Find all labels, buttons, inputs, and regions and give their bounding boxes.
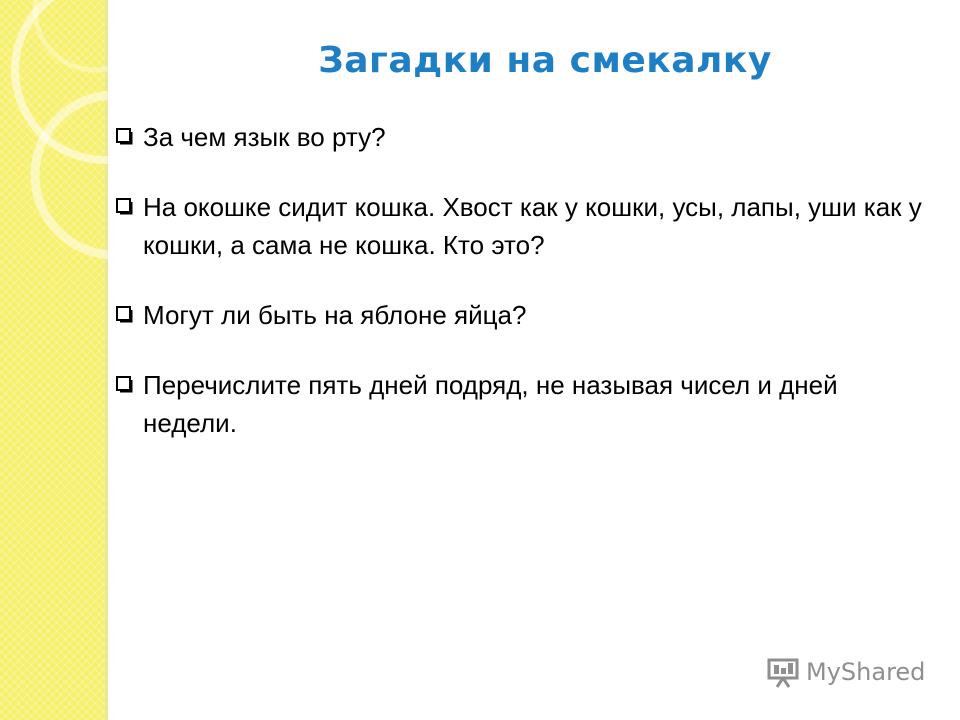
list-item bbox=[116, 188, 936, 264]
question-text: Могут ли быть на яблоне яйца? bbox=[143, 300, 527, 330]
watermark-text: MyShared bbox=[806, 658, 926, 686]
list-item bbox=[116, 296, 936, 334]
presentation-screen-icon bbox=[766, 656, 800, 688]
checkbox-square-icon bbox=[116, 128, 134, 146]
checkbox-square-icon bbox=[116, 198, 134, 216]
list-item bbox=[116, 366, 936, 442]
checkbox-square-icon bbox=[116, 376, 134, 394]
question-text: На окошке сидит кошка. Хвост как у кошки, усы, лапы, уши как у кошки, а сама не кошка. Кто это? bbox=[143, 192, 922, 260]
checkbox-square-icon bbox=[116, 306, 134, 324]
question-text: Перечислите пять дней подряд, не называя чисел и дней недели. bbox=[143, 370, 838, 438]
watermark-logo bbox=[766, 656, 925, 688]
list-item bbox=[116, 118, 936, 156]
question-list bbox=[116, 118, 936, 474]
slide-title: Загадки на смекалку bbox=[318, 40, 772, 81]
question-text: За чем язык во рту? bbox=[143, 122, 386, 152]
